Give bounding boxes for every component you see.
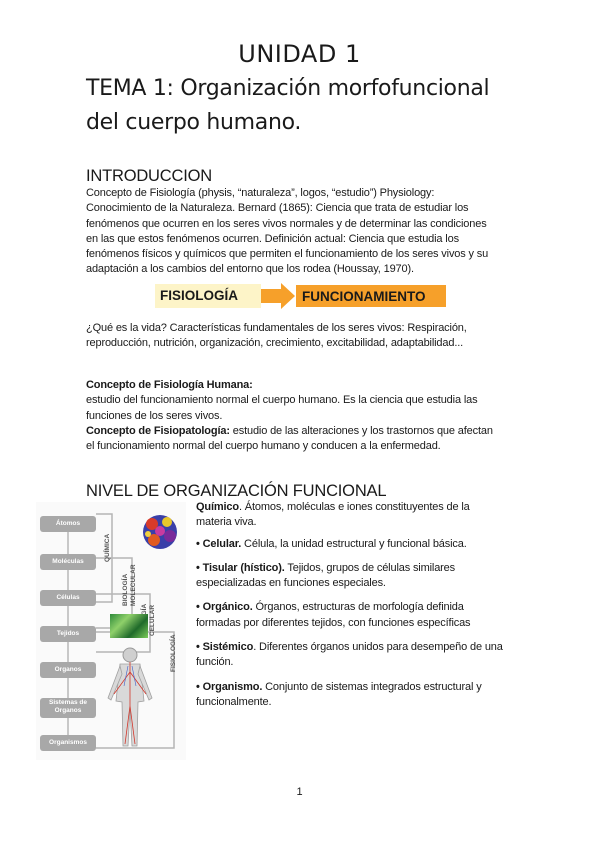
arrow-right-icon [261, 282, 297, 310]
level-atomos: Átomos [40, 516, 96, 532]
list-item: Químico. Átomos, moléculas e iones constituyentes de la materia viva. [196, 501, 470, 529]
nivel-heading: NIVEL DE ORGANIZACIÓN FUNCIONAL [86, 482, 387, 500]
tissue-image [110, 614, 148, 638]
molecule-image [140, 512, 180, 552]
tema-line-2: del cuerpo humano. [86, 110, 302, 135]
tema-line-1: TEMA 1: Organización morfofuncional [86, 76, 490, 101]
list-item: • Celular. Célula, la unidad estructural y funcional básica. [196, 537, 467, 550]
humana-line: estudio del funcionamiento normal el cuerpo humano. Es la ciencia que estudia las [86, 394, 478, 407]
level-sistemas: Sistemas de Organos [40, 698, 96, 718]
intro-line: fenómenos que ocurren en los seres vivos normales y de determinar las condiciones [86, 217, 487, 230]
fisiopatologia-title: Concepto de Fisiopatología: [86, 424, 230, 437]
intro-line: Concepto de Fisiología (physis, “naturaleza”, logos, “estudio”) Physiology: [86, 187, 435, 199]
list-item: • Tisular (hístico). Tejidos, grupos de células similares especializadas en funciones especiales. [196, 561, 456, 590]
list-item: • Organismo. Conjunto de sistemas integrados estructural y funcionalmente. [196, 680, 482, 708]
branch-fisiologia: FISIOLOGÍA [170, 634, 177, 672]
human-figure-image [102, 646, 158, 756]
intro-line: en las que estos fenómenos ocurren. Definición actual: Ciencia que estudia los [86, 232, 459, 245]
vida-line: ¿Qué es la vida? Características fundamentales de los seres vivos: Respiración, [86, 322, 467, 334]
vida-line: reproducción, nutrición, organización, crecimiento, excitabilidad, adaptabilidad... [86, 337, 464, 350]
branch-quimica: QUÍMICA [104, 533, 111, 562]
branch-biologia-celular: CELULAR [149, 604, 156, 636]
branch-biologia-molecular: BIOLOGÍA MOLECULAR [122, 564, 137, 606]
intro-line: Conocimiento de la Naturaleza. Bernard (1865): Ciencia que trata de estudiar los [86, 202, 469, 215]
conceptos-block [86, 378, 526, 454]
intro-heading: INTRODUCCION [86, 167, 212, 185]
pato-line: el funcionamiento normal del cuerpo humano y conducen a la enfermedad. [86, 440, 441, 453]
level-organos: Organos [40, 662, 96, 678]
list-item: • Orgánico. Órganos, estructuras de morfología definida formadas por diferentes tejidos, con funciones específicas [196, 601, 471, 629]
level-celulas: Células [40, 590, 96, 606]
page-title-tema [86, 72, 556, 140]
vida-paragraph [86, 321, 526, 352]
pato-line: estudio de las alteraciones y los trastornos que afectan [229, 424, 493, 437]
level-organismos: Organismos [40, 735, 96, 751]
funcionamiento-label: FUNCIONAMIENTO [302, 289, 426, 304]
level-moleculas: Moléculas [40, 554, 96, 570]
page-number: 1 [296, 786, 303, 798]
fisiologia-humana-title: Concepto de Fisiología Humana: [86, 379, 253, 391]
fisiologia-label: FISIOLOGÍA [160, 288, 239, 303]
organization-diagram [36, 502, 186, 760]
intro-paragraph [86, 186, 516, 278]
intro-line: adaptación a los cambios del entorno que los rodea (Houssay, 1970). [86, 263, 414, 276]
level-tejidos: Tejidos [40, 626, 96, 642]
intro-line: fenómenos físicos y químicos que permiten el funcionamiento de los seres vivos y su [86, 248, 489, 261]
nivel-list [196, 500, 516, 716]
page-title-unidad: UNIDAD 1 [238, 40, 361, 68]
humana-line: funciones de los seres vivos. [86, 409, 223, 422]
list-item: • Sistémico. Diferentes órganos unidos para desempeño de una función. [196, 641, 503, 669]
